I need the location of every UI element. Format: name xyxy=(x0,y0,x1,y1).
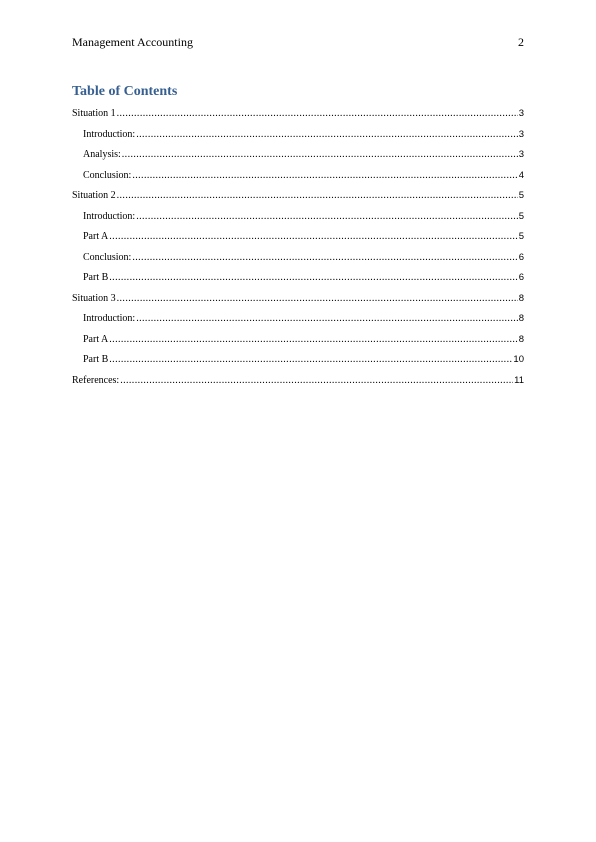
toc-entry-introduction[interactable] xyxy=(72,210,524,231)
toc-entry-situation-1[interactable] xyxy=(72,107,524,128)
dot-leader xyxy=(109,230,517,244)
toc-entry-part-a[interactable] xyxy=(72,230,524,251)
toc-entry-page: 10 xyxy=(513,354,524,365)
toc-entry-conclusion[interactable] xyxy=(72,251,524,272)
toc-entry-label: Conclusion: xyxy=(83,251,132,263)
dot-leader xyxy=(120,374,513,388)
header-page-number: 2 xyxy=(518,35,524,49)
toc-entry-situation-3[interactable] xyxy=(72,292,524,313)
toc-entry-part-b[interactable] xyxy=(72,271,524,292)
toc-entry-page: 3 xyxy=(518,128,524,140)
dot-leader xyxy=(109,271,517,285)
toc-entry-situation-2[interactable] xyxy=(72,189,524,210)
toc-entry-label: Introduction: xyxy=(83,210,136,222)
toc-entry-page: 5 xyxy=(518,210,524,222)
dot-leader xyxy=(117,292,518,306)
dot-leader xyxy=(132,251,517,265)
toc-entry-label: Introduction: xyxy=(83,313,136,324)
dot-leader xyxy=(132,169,517,183)
toc-entry-page: 8 xyxy=(518,333,524,345)
toc-entry-label: Part B xyxy=(83,354,109,365)
toc-entry-page: 3 xyxy=(518,149,524,160)
toc-entry-references[interactable] xyxy=(72,374,524,395)
toc-entry-page: 11 xyxy=(514,374,524,386)
dot-leader xyxy=(117,189,518,203)
dot-leader xyxy=(136,210,517,224)
dot-leader xyxy=(122,148,518,162)
toc-entry-page: 5 xyxy=(518,231,524,242)
toc-entry-analysis[interactable] xyxy=(72,148,524,169)
dot-leader xyxy=(136,312,517,326)
toc-entry-label: References: xyxy=(72,374,120,386)
table-of-contents xyxy=(72,107,524,394)
toc-entry-label: Situation 3 xyxy=(72,292,116,304)
toc-entry-label: Part A xyxy=(83,231,109,242)
toc-entry-part-b[interactable] xyxy=(72,353,524,374)
toc-entry-part-a[interactable] xyxy=(72,333,524,354)
toc-entry-page: 6 xyxy=(518,272,524,283)
dot-leader xyxy=(136,128,517,142)
dot-leader xyxy=(109,353,512,367)
toc-entry-label: Analysis: xyxy=(83,149,121,160)
toc-entry-introduction[interactable] xyxy=(72,128,524,149)
toc-entry-page: 8 xyxy=(518,313,524,324)
toc-entry-page: 6 xyxy=(518,251,524,263)
toc-entry-page: 5 xyxy=(518,190,524,201)
toc-entry-label: Situation 2 xyxy=(72,190,116,201)
dot-leader xyxy=(117,107,518,121)
toc-entry-label: Conclusion: xyxy=(83,169,132,181)
toc-entry-label: Introduction: xyxy=(83,128,136,140)
toc-heading: Table of Contents xyxy=(72,84,178,99)
dot-leader xyxy=(109,333,517,347)
toc-entry-label: Situation 1 xyxy=(72,108,116,119)
toc-entry-label: Part B xyxy=(83,272,109,283)
toc-entry-page: 8 xyxy=(518,292,524,304)
toc-entry-page: 3 xyxy=(518,108,524,119)
toc-entry-introduction[interactable] xyxy=(72,312,524,333)
toc-entry-conclusion[interactable] xyxy=(72,169,524,190)
toc-entry-page: 4 xyxy=(518,169,524,181)
toc-entry-label: Part A xyxy=(83,333,109,345)
header-title: Management Accounting xyxy=(72,35,193,49)
